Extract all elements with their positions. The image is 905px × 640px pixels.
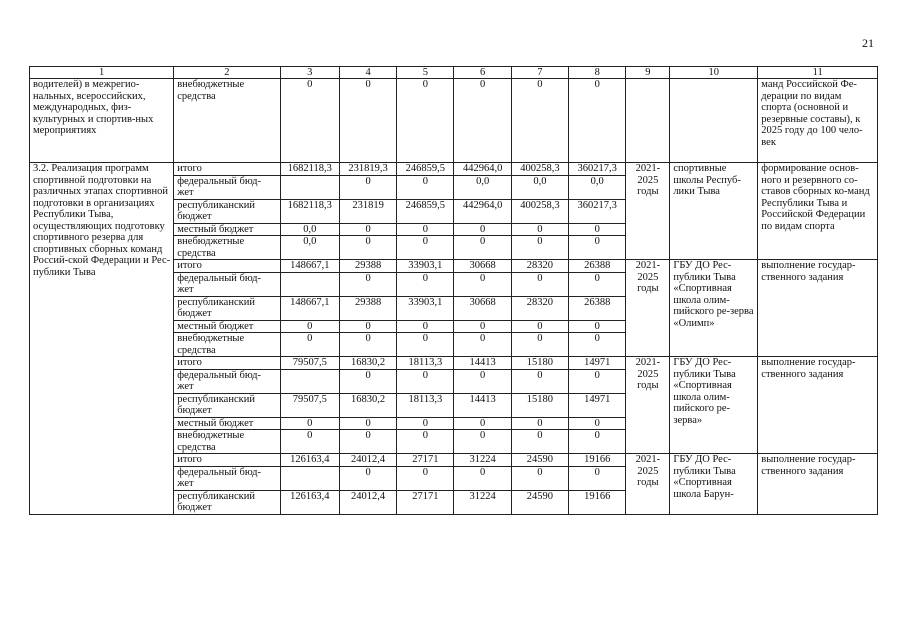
column-number-row xyxy=(30,67,878,79)
value-cell: 0 xyxy=(339,175,396,199)
value-cell: 0 xyxy=(511,333,568,357)
value-cell: 0 xyxy=(454,223,511,236)
value-cell: 0 xyxy=(339,466,396,490)
value-cell: 14413 xyxy=(454,357,511,370)
period-cell: 2021-2025 годы xyxy=(626,357,670,454)
value-cell: 0 xyxy=(569,236,626,260)
value-cell: 28320 xyxy=(511,260,568,273)
value-cell: 31224 xyxy=(454,454,511,467)
value-cell: 0 xyxy=(397,79,454,163)
value-cell: 0 xyxy=(511,430,568,454)
source-cell: местный бюджет xyxy=(174,320,280,333)
value-cell: 400258,3 xyxy=(511,163,568,176)
value-cell: 0 xyxy=(569,79,626,163)
value-cell: 0 xyxy=(511,466,568,490)
value-cell: 0 xyxy=(339,369,396,393)
value-cell: 0 xyxy=(511,79,568,163)
value-cell: 0,0 xyxy=(454,175,511,199)
source-cell: федеральный бюд-жет xyxy=(174,369,280,393)
source-cell: внебюджетные средства xyxy=(174,79,280,163)
measure-cell: 3.2. Реализация программ спортивной подготовки на различных этапах спортивной подготовки в организациях Республики Тыва, осуществляющих подготовку спортивного резерва для спортивных сборных команд Россий-ской Федерации и Рес-публики Тывa xyxy=(30,163,174,515)
source-cell: местный бюджет xyxy=(174,417,280,430)
value-cell: 0 xyxy=(569,466,626,490)
value-cell: 0 xyxy=(280,79,339,163)
value-cell: 26388 xyxy=(569,260,626,273)
value-cell: 26388 xyxy=(569,296,626,320)
column-number: 5 xyxy=(397,67,454,79)
value-cell: 0,0 xyxy=(569,175,626,199)
value-cell: 27171 xyxy=(397,454,454,467)
value-cell: 0 xyxy=(339,320,396,333)
value-cell: 0 xyxy=(397,320,454,333)
column-number: 1 xyxy=(30,67,174,79)
value-cell: 0 xyxy=(569,417,626,430)
value-cell: 0 xyxy=(454,417,511,430)
value-cell: 0 xyxy=(569,320,626,333)
value-cell: 0 xyxy=(569,333,626,357)
value-cell: 0 xyxy=(454,236,511,260)
value-cell: 0 xyxy=(454,466,511,490)
source-cell: республиканский бюджет xyxy=(174,393,280,417)
result-cell: выполнение государ-ственного задания xyxy=(758,454,878,515)
source-cell: федеральный бюд-жет xyxy=(174,175,280,199)
value-cell: 0 xyxy=(454,369,511,393)
value-cell: 30668 xyxy=(454,296,511,320)
value-cell: 18113,3 xyxy=(397,357,454,370)
value-cell: 442964,0 xyxy=(454,199,511,223)
value-cell: 29388 xyxy=(339,260,396,273)
value-cell: 0 xyxy=(397,369,454,393)
measure-cell: водителей) в межрегио-нальных, всероссийских, международных, физ-культурных и спортив-ных мероприятиях xyxy=(30,79,174,163)
value-cell: 0 xyxy=(397,272,454,296)
value-cell: 360217,3 xyxy=(569,199,626,223)
value-cell: 0 xyxy=(280,417,339,430)
value-cell: 0 xyxy=(280,320,339,333)
value-cell: 14971 xyxy=(569,357,626,370)
value-cell: 0 xyxy=(397,466,454,490)
source-cell: внебюджетные средства xyxy=(174,236,280,260)
value-cell: 126163,4 xyxy=(280,454,339,467)
value-cell: 28320 xyxy=(511,296,568,320)
value-cell: 0 xyxy=(511,223,568,236)
source-cell: внебюджетные средства xyxy=(174,430,280,454)
source-cell: республиканский бюджет xyxy=(174,199,280,223)
value-cell: 16830,2 xyxy=(339,393,396,417)
value-cell: 0 xyxy=(397,333,454,357)
value-cell: 19166 xyxy=(569,490,626,514)
value-cell: 24012,4 xyxy=(339,490,396,514)
period-cell: 2021-2025 годы xyxy=(626,454,670,515)
source-cell: итого xyxy=(174,163,280,176)
value-cell: 0 xyxy=(569,369,626,393)
value-cell: 0 xyxy=(511,369,568,393)
value-cell: 14971 xyxy=(569,393,626,417)
value-cell: 0 xyxy=(511,320,568,333)
value-cell: 0 xyxy=(339,79,396,163)
value-cell: 0 xyxy=(397,175,454,199)
value-cell: 18113,3 xyxy=(397,393,454,417)
column-number: 8 xyxy=(569,67,626,79)
value-cell: 0 xyxy=(569,430,626,454)
value-cell: 0 xyxy=(339,236,396,260)
value-cell: 14413 xyxy=(454,393,511,417)
value-cell: 0,0 xyxy=(511,175,568,199)
value-cell: 400258,3 xyxy=(511,199,568,223)
executor-cell: ГБУ ДО Рес-публики Тыва «Спортивная школа олим-пийского ре-зерва «Олимп» xyxy=(670,260,758,357)
value-cell: 442964,0 xyxy=(454,163,511,176)
column-number: 2 xyxy=(174,67,280,79)
value-cell: 148667,1 xyxy=(280,260,339,273)
value-cell: 0,0 xyxy=(280,223,339,236)
executor-cell: ГБУ ДО Рес-публики Тыва «Спортивная школа Барун- xyxy=(670,454,758,515)
value-cell: 0 xyxy=(454,272,511,296)
executor-cell: спортивные школы Респуб-лики Тыва xyxy=(670,163,758,260)
value-cell: 27171 xyxy=(397,490,454,514)
value-cell: 0,0 xyxy=(280,236,339,260)
value-cell: 15180 xyxy=(511,357,568,370)
value-cell: 360217,3 xyxy=(569,163,626,176)
value-cell: 0 xyxy=(511,417,568,430)
result-cell: формирование основ-ного и резервного со-ставов сборных ко-манд Республики Тыва и Российской Федерации по видам спорта xyxy=(758,163,878,260)
value-cell: 0 xyxy=(397,430,454,454)
value-cell: 1682118,3 xyxy=(280,163,339,176)
column-number: 10 xyxy=(670,67,758,79)
value-cell: 33903,1 xyxy=(397,296,454,320)
value-cell: 0 xyxy=(454,333,511,357)
source-cell: федеральный бюд-жет xyxy=(174,466,280,490)
executor-cell xyxy=(670,79,758,163)
value-cell: 0 xyxy=(569,223,626,236)
value-cell: 31224 xyxy=(454,490,511,514)
period-cell: 2021-2025 годы xyxy=(626,163,670,260)
value-cell: 246859,5 xyxy=(397,163,454,176)
value-cell: 0 xyxy=(454,430,511,454)
value-cell: 246859,5 xyxy=(397,199,454,223)
column-number: 6 xyxy=(454,67,511,79)
source-cell: внебюджетные средства xyxy=(174,333,280,357)
value-cell: 0 xyxy=(280,333,339,357)
table-row xyxy=(30,79,878,163)
column-number: 7 xyxy=(511,67,568,79)
table-body xyxy=(30,67,878,515)
source-cell: местный бюджет xyxy=(174,223,280,236)
page-number: 21 xyxy=(862,36,874,50)
value-cell: 0 xyxy=(339,272,396,296)
value-cell: 0 xyxy=(569,272,626,296)
value-cell: 0 xyxy=(339,430,396,454)
source-cell: республиканский бюджет xyxy=(174,296,280,320)
period-cell: 2021-2025 годы xyxy=(626,260,670,357)
value-cell: 0 xyxy=(339,333,396,357)
value-cell xyxy=(280,466,339,490)
value-cell: 15180 xyxy=(511,393,568,417)
value-cell: 30668 xyxy=(454,260,511,273)
value-cell: 24590 xyxy=(511,454,568,467)
value-cell: 79507,5 xyxy=(280,357,339,370)
value-cell xyxy=(280,175,339,199)
value-cell: 24012,4 xyxy=(339,454,396,467)
value-cell: 79507,5 xyxy=(280,393,339,417)
result-cell: манд Российской Фе-дерации по видам спорта (основной и резервные составы), к 2025 году до 100 чело-век xyxy=(758,79,878,163)
value-cell: 33903,1 xyxy=(397,260,454,273)
value-cell: 16830,2 xyxy=(339,357,396,370)
value-cell: 0 xyxy=(280,430,339,454)
value-cell: 0 xyxy=(511,236,568,260)
value-cell: 0 xyxy=(397,236,454,260)
table-row xyxy=(30,163,878,176)
budget-table xyxy=(29,66,878,515)
executor-cell: ГБУ ДО Рес-публики Тыва «Спортивная школа олим-пийского ре-зерва» xyxy=(670,357,758,454)
value-cell: 0 xyxy=(454,320,511,333)
value-cell: 231819,3 xyxy=(339,163,396,176)
value-cell: 19166 xyxy=(569,454,626,467)
source-cell: республиканский бюджет xyxy=(174,490,280,514)
result-cell: выполнение государ-ственного задания xyxy=(758,357,878,454)
column-number: 11 xyxy=(758,67,878,79)
source-cell: итого xyxy=(174,357,280,370)
source-cell: итого xyxy=(174,260,280,273)
value-cell: 231819 xyxy=(339,199,396,223)
value-cell: 0 xyxy=(397,417,454,430)
value-cell: 148667,1 xyxy=(280,296,339,320)
value-cell: 24590 xyxy=(511,490,568,514)
column-number: 3 xyxy=(280,67,339,79)
result-cell: выполнение государ-ственного задания xyxy=(758,260,878,357)
value-cell: 0 xyxy=(397,223,454,236)
source-cell: итого xyxy=(174,454,280,467)
column-number: 9 xyxy=(626,67,670,79)
value-cell: 126163,4 xyxy=(280,490,339,514)
value-cell: 0 xyxy=(511,272,568,296)
value-cell: 0 xyxy=(339,417,396,430)
value-cell: 1682118,3 xyxy=(280,199,339,223)
value-cell: 29388 xyxy=(339,296,396,320)
value-cell xyxy=(280,272,339,296)
column-number: 4 xyxy=(339,67,396,79)
value-cell xyxy=(280,369,339,393)
value-cell: 0 xyxy=(454,79,511,163)
value-cell: 0 xyxy=(339,223,396,236)
period-cell xyxy=(626,79,670,163)
source-cell: федеральный бюд-жет xyxy=(174,272,280,296)
